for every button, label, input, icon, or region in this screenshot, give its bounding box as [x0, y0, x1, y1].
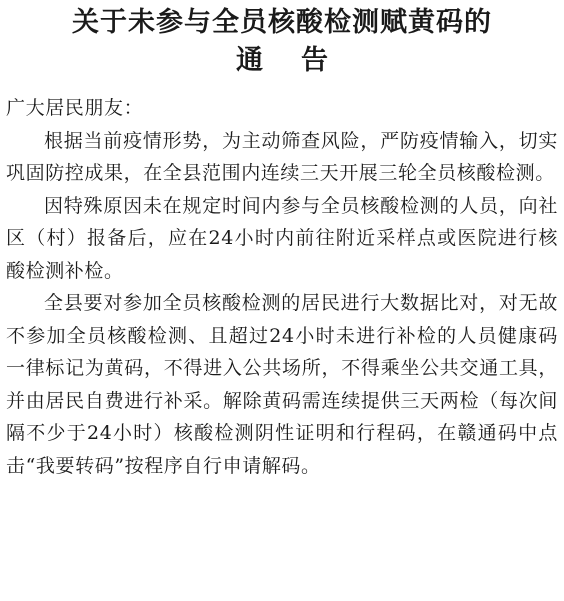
notice-body: [6, 92, 558, 482]
paragraph-1: 根据当前疫情形势，为主动筛查风险，严防疫情输入，切实巩固防控成果，在全县范围内连续三天开展三轮全员核酸检测。: [6, 129, 558, 184]
notice-title-line2: 通告: [236, 45, 366, 76]
paragraph-2: 因特殊原因未在规定时间内参与全员核酸检测的人员，向社区（村）报备后，应在24小时内前往附近采样点或医院进行核酸检测补检。: [6, 194, 558, 282]
salutation: 广大居民朋友：: [6, 97, 144, 119]
paragraph-3: 全县要对参加全员核酸检测的居民进行大数据比对，对无故不参加全员核酸检测、且超过24小时未进行补检的人员健康码一律标记为黄码，不得进入公共场所，不得乘坐公共交通工具，并由居民自费进行补采。解除黄码需连续提供三天两检（每次间隔不少于24小时）核酸检测阴性证明和行程码，在赣通码中点击“我要转码”按程序自行申请解码。: [6, 292, 558, 477]
notice-title-line1: 关于未参与全员核酸检测赋黄码的: [72, 7, 492, 38]
watermark: [397, 476, 552, 546]
